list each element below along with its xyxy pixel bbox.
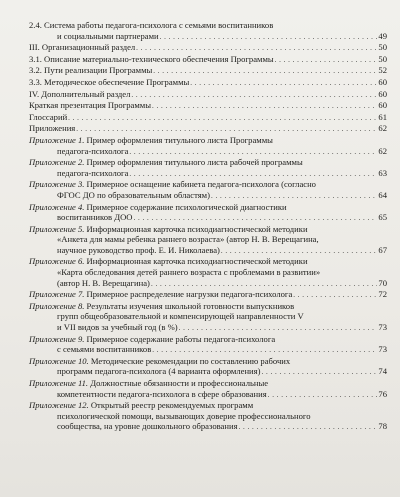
dot-leader [68,112,377,124]
toc-entry [29,65,387,77]
toc-entry-text [29,42,135,53]
toc-entry-text [29,256,308,267]
page-number: 72 [378,289,387,300]
toc-entry [29,202,387,224]
toc-entry-text [29,202,287,213]
page-shadow [0,437,400,497]
toc-entry-title: научное руководство проф. Е. И. Николаева) [57,244,220,255]
toc-entry-text [29,334,275,345]
dot-leader [151,278,377,290]
dot-leader [239,421,377,433]
toc-entry-title: III. Организационный раздел [29,42,136,53]
toc-entry-text [57,311,304,322]
toc-entry-text [57,190,210,201]
toc-entry-line [29,212,387,224]
dot-leader [152,100,377,112]
appendix-label: Приложение 6. [29,256,85,267]
toc-entry-title: Примерное содержание психологической диагностики [84,201,287,212]
toc-entry [29,356,387,378]
table-of-contents [29,20,387,433]
appendix-label: Приложение 2. [29,157,85,168]
toc-entry-line [29,267,387,278]
toc-entry-title: Приложения [29,123,76,134]
toc-entry [29,157,387,179]
appendix-label: Приложение 9. [29,333,85,344]
appendix-label: Приложение 7. [29,289,85,300]
appendix-label: Приложение 1. [29,134,85,145]
toc-entry-text [29,112,67,123]
appendix-label: Приложение 11. [29,378,89,388]
toc-entry-title: с семьями воспитанников [57,344,152,355]
toc-entry-line [29,334,387,345]
toc-entry-title: (автор Н. В. Верещагина) [57,277,150,288]
toc-entry [29,334,387,356]
toc-entry-text [57,267,320,278]
toc-entry-text [29,301,294,312]
dot-leader [160,31,377,43]
toc-entry-text [57,344,151,355]
toc-entry-line [29,31,387,43]
toc-entry [29,289,387,301]
toc-entry-title: IV. Дополнительный раздел [29,88,131,99]
toc-entry-line [29,202,387,213]
page-number: 64 [378,189,387,200]
toc-entry-text [57,366,260,377]
toc-entry [29,112,387,124]
page-number: 78 [378,421,387,432]
toc-entry [29,179,387,201]
toc-entry-title: воспитанников ДОО [57,212,133,223]
toc-entry-title: Информационная карточка психодиагностической методики [84,256,308,267]
toc-entry-line [29,356,387,367]
page-number: 74 [378,366,387,377]
dot-leader [131,89,377,101]
page-number: 50 [378,53,387,64]
toc-entry-line [29,135,387,146]
toc-entry-title: педагога-психолога [57,167,129,178]
page-number: 65 [378,212,387,223]
toc-entry-title: 3.3. Методическое обеспечение Программы [29,76,190,87]
page-number: 61 [378,111,387,122]
dot-leader [261,366,377,378]
toc-entry-text [29,65,152,76]
toc-entry-title: Примерное содержание работы педагога-психолога [84,333,276,344]
toc-entry-title: «Анкета для мамы ребенка раннего возраста» (автор Н. В. Верещагина, [57,234,319,245]
toc-entry-title: 2.4. Система работы педагога-психолога с семьями воспитанников [29,20,274,30]
toc-entry-line [29,168,387,180]
toc-entry-title: педагога-психолога [57,145,129,156]
toc-entry-line [29,54,387,66]
toc-entry [29,100,387,112]
toc-entry-text [57,31,159,42]
page-number: 70 [378,277,387,288]
toc-entry-line [29,234,387,245]
toc-entry-text [29,54,274,65]
dot-leader [293,289,377,301]
toc-entry-text [29,77,189,88]
toc-entry [29,42,387,54]
dot-leader [179,322,377,334]
dot-leader [129,146,377,158]
dot-leader [221,245,377,257]
toc-entry-line [29,42,387,54]
toc-entry-text [29,289,292,300]
dot-leader [153,65,377,77]
toc-entry-line [29,20,387,31]
page-number: 52 [378,65,387,76]
toc-entry-title: 3.1. Описание материально-технического обеспечения Программы [29,53,274,64]
toc-entry-title: «Карта обследования детей раннего возраста с проблемами в развитии» [57,267,321,278]
toc-entry-text [29,179,316,190]
toc-entry-line [29,421,387,433]
page-number: 50 [378,42,387,53]
toc-entry-text [57,322,178,333]
toc-entry [29,89,387,101]
toc-entry-line [29,245,387,257]
toc-entry-line [29,224,387,235]
toc-entry-text [57,389,267,400]
toc-entry-line [29,157,387,168]
toc-entry-line [29,146,387,158]
dot-leader [134,212,377,224]
toc-entry-line [29,65,387,77]
toc-entry [29,135,387,157]
toc-entry-line [29,389,387,401]
toc-entry-title: Пример оформления титульного листа Программы [84,134,273,145]
toc-entry-line [29,89,387,101]
toc-entry-line [29,301,387,312]
toc-entry-line [29,411,387,422]
toc-entry-line [29,256,387,267]
dot-leader [152,344,377,356]
page-number: 63 [378,167,387,178]
toc-entry-text [57,168,128,179]
toc-entry-title: Глоссарий [29,111,68,122]
appendix-label: Приложение 4. [29,201,85,212]
toc-entry-title: психологической помощи, вызывающих доверие профессионального [57,410,311,421]
toc-entry-text [29,123,75,134]
toc-entry-text [29,157,303,168]
dot-leader [129,168,377,180]
toc-entry-text [57,411,311,422]
appendix-label: Приложение 8. [29,300,85,311]
toc-entry [29,378,387,400]
toc-entry-text [57,234,319,245]
dot-leader [275,54,377,66]
appendix-label: Приложение 3. [29,179,85,190]
toc-entry-title: Методические рекомендации по составлению рабочих [88,355,291,366]
toc-entry-title: и социальными партнерами [57,30,159,41]
dot-leader [136,42,377,54]
toc-entry-text [29,135,273,146]
toc-entry-text [29,400,253,411]
toc-entry [29,77,387,89]
toc-entry-text [29,100,151,111]
page-number: 60 [378,76,387,87]
dot-leader [190,77,377,89]
page-number: 62 [378,123,387,134]
toc-entry-line [29,123,387,135]
toc-entry [29,224,387,257]
toc-entry-text [57,245,220,256]
toc-entry-line [29,278,387,290]
toc-entry-text [57,212,133,223]
toc-entry-line [29,179,387,190]
toc-entry-line [29,344,387,356]
toc-entry-text [29,378,268,389]
page-number: 60 [378,100,387,111]
toc-entry-title: 3.2. Пути реализации Программы [29,65,153,76]
toc-entry-title: Информационная карточка психодиагностической методики [84,223,308,234]
toc-entry-line [29,289,387,301]
toc-entry-title: Должностные обязанности и профессиональные [88,378,269,388]
page-number: 67 [378,244,387,255]
toc-entry-text [29,89,130,100]
toc-entry-title: Краткая презентация Программы [29,100,152,111]
toc-entry-title: Открытый реестр рекомендуемых программ [88,400,254,411]
toc-entry-line [29,77,387,89]
dot-leader [76,123,377,135]
appendix-label: Приложение 5. [29,223,85,234]
toc-entry-line [29,366,387,378]
page-number: 60 [378,88,387,99]
toc-entry [29,54,387,66]
toc-entry-title: и VII видов за учебный год (в %) [57,322,178,333]
toc-entry-title: групп общеобразовательной и компенсирующей направленности V [57,311,304,322]
toc-entry-text [29,356,290,367]
toc-entry-title: Пример оформления титульного листа рабочей программы [84,157,303,168]
toc-entry-title: компетентности педагога-психолога в сфере образования [57,388,267,399]
toc-entry [29,20,387,42]
toc-entry-text [57,278,150,289]
appendix-label: Приложение 12. [29,400,89,411]
toc-entry-title: Примерное оснащение кабинета педагога-психолога (согласно [84,179,316,190]
toc-entry-line [29,322,387,334]
toc-entry-title: программ педагога-психолога (4 варианта оформления) [57,366,261,377]
dot-leader [211,190,377,202]
toc-entry-title: Примерное распределение нагрузки педагога-психолога [84,289,293,300]
toc-entry-line [29,311,387,322]
toc-entry-line [29,100,387,112]
toc-entry-text [29,20,273,31]
toc-entry [29,123,387,135]
toc-entry-text [57,421,238,432]
toc-entry [29,400,387,433]
page-number: 73 [378,322,387,333]
toc-entry-line [29,378,387,389]
page-number: 76 [378,388,387,399]
toc-entry-text [57,146,128,157]
toc-entry-line [29,400,387,411]
toc-entry-line [29,190,387,202]
toc-entry [29,256,387,289]
toc-entry-title: Результаты изучения школьной готовности выпускников [84,300,295,311]
dot-leader [268,389,377,401]
page-number: 73 [378,344,387,355]
page-number: 49 [378,30,387,41]
toc-entry-title: сообщества, на уровне дошкольного образования [57,421,238,432]
toc-entry-text [29,224,308,235]
toc-entry-line [29,112,387,124]
toc-entry-title: ФГОС ДО по образовательным областям) [57,189,210,200]
toc-entry [29,301,387,334]
page-number: 62 [378,145,387,156]
appendix-label: Приложение 10. [29,355,89,366]
